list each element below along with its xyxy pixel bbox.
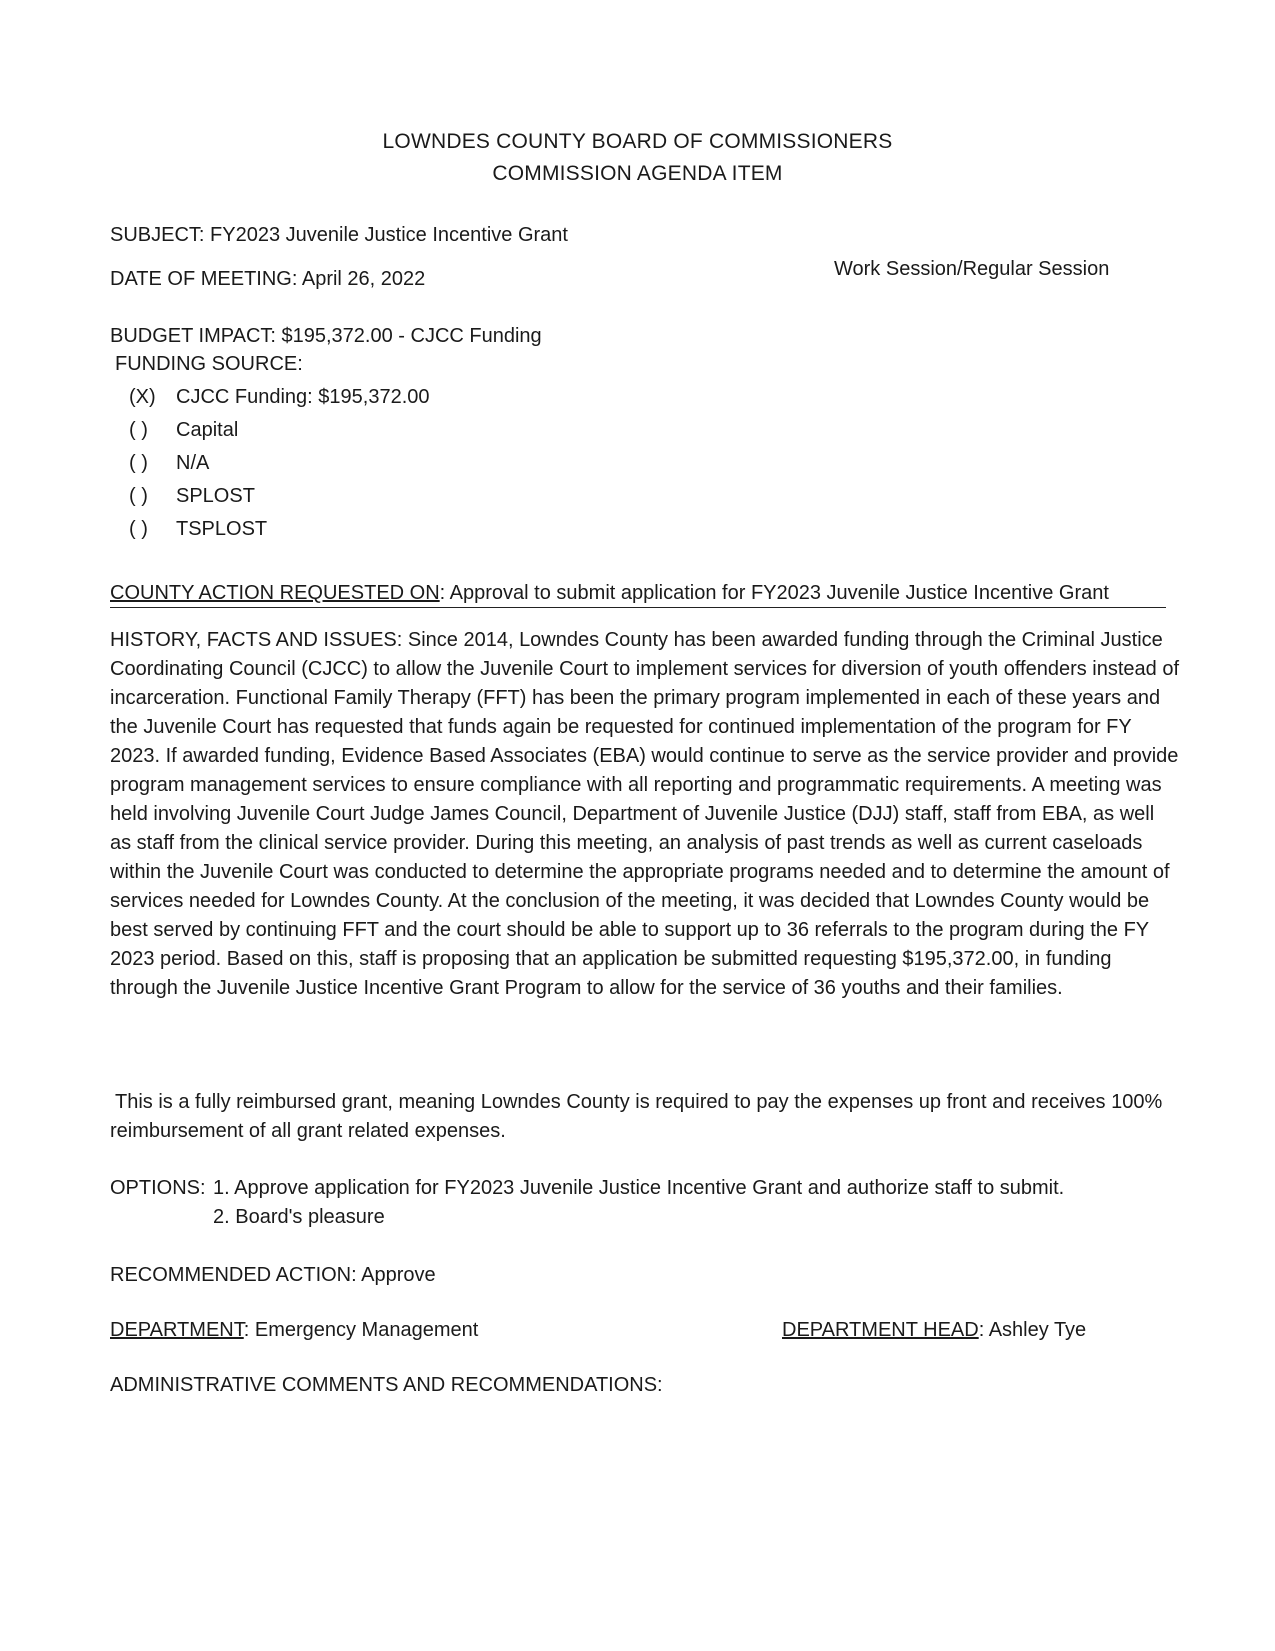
funding-option-label: Capital [176,419,239,441]
funding-checkbox-mark: (X) [129,386,156,408]
funding-option-cjcc [129,386,430,419]
funding-source-label: FUNDING SOURCE: [115,353,303,375]
funding-option-label: N/A [176,452,210,474]
funding-source-list [129,386,430,551]
funding-option-capital [129,419,430,452]
agenda-item-title: COMMISSION AGENDA ITEM [492,162,783,185]
reimbursement-note: This is a fully reimbursed grant, meaning Lowndes County is required to pay the expenses up front and receives 100% reimbursement of all grant related expenses. [110,1091,1163,1142]
county-action-text: : Approval to submit application for FY2023 Juvenile Justice Incentive Grant [439,582,1109,604]
date-of-meeting: DATE OF MEETING: April 26, 2022 [110,268,426,290]
department-head-value: : Ashley Tye [978,1319,1087,1341]
option-item-2: 2. Board's pleasure [213,1206,385,1228]
funding-option-label: CJCC Funding: $195,372.00 [176,386,430,408]
recommended-action: RECOMMENDED ACTION: Approve [110,1264,436,1286]
funding-checkbox-mark: ( ) [129,518,148,540]
funding-checkbox-mark: ( ) [129,419,148,441]
administrative-comments: ADMINISTRATIVE COMMENTS AND RECOMMENDATIONS: [110,1374,663,1396]
department-value: : Emergency Management [243,1319,479,1341]
funding-option-label: TSPLOST [176,518,268,540]
funding-option-na [129,452,430,485]
department [110,1319,478,1342]
board-title: LOWNDES COUNTY BOARD OF COMMISSIONERS [382,130,893,153]
budget-impact: BUDGET IMPACT: $195,372.00 - CJCC Funding [110,325,542,347]
history-facts-issues: HISTORY, FACTS AND ISSUES: Since 2014, Lowndes County has been awarded funding through the Criminal Justice Coordinating Council (CJCC) to allow the Juvenile Court to implement services for diversion of youth offenders instead of incarceration. Functional Family Therapy (FFT) has been the primary program implemented in each of these years and the Juvenile Court has requested that funds again be requested for continued implementation of the program for FY 2023. If awarded funding, Evidence Based Associates (EBA) would continue to serve as the service provider and provide program management services to ensure compliance with all reporting and programmatic requirements. A meeting was held involving Juvenile Court Judge James Council, Department of Juvenile Justice (DJJ) staff, staff from EBA, as well as staff from the clinical service provider. During this meeting, an analysis of past trends as well as current caseloads within the Juvenile Court was conducted to determine the appropriate programs needed and to determine the amount of services needed for Lowndes County. At the conclusion of the meeting, it was decided that Lowndes County would be best served by continuing FFT and the court should be able to support up to 36 referrals to the program during the FY 2023 period. Based on this, staff is proposing that an application be submitted requesting $195,372.00, in funding through the Juvenile Justice Incentive Grant Program to allow for the service of 36 youths and their families. [110,629,1180,999]
session-type: Work Session/Regular Session [834,258,1110,280]
funding-option-splost [129,485,430,518]
funding-checkbox-mark: ( ) [129,452,148,474]
subject-line: SUBJECT: FY2023 Juvenile Justice Incentive Grant [110,224,568,246]
funding-checkbox-mark: ( ) [129,485,148,507]
county-action-requested [110,582,1166,608]
department-label: DEPARTMENT [110,1319,244,1341]
option-item-1: 1. Approve application for FY2023 Juvenile Justice Incentive Grant and authorize staff to submit. [213,1177,1065,1199]
county-action-label: COUNTY ACTION REQUESTED ON [110,582,440,604]
department-head [782,1319,1086,1342]
department-head-label: DEPARTMENT HEAD [782,1319,979,1341]
funding-option-label: SPLOST [176,485,255,507]
funding-option-tsplost [129,518,430,551]
options-section [110,1177,1064,1200]
options-label: OPTIONS: [110,1177,206,1199]
